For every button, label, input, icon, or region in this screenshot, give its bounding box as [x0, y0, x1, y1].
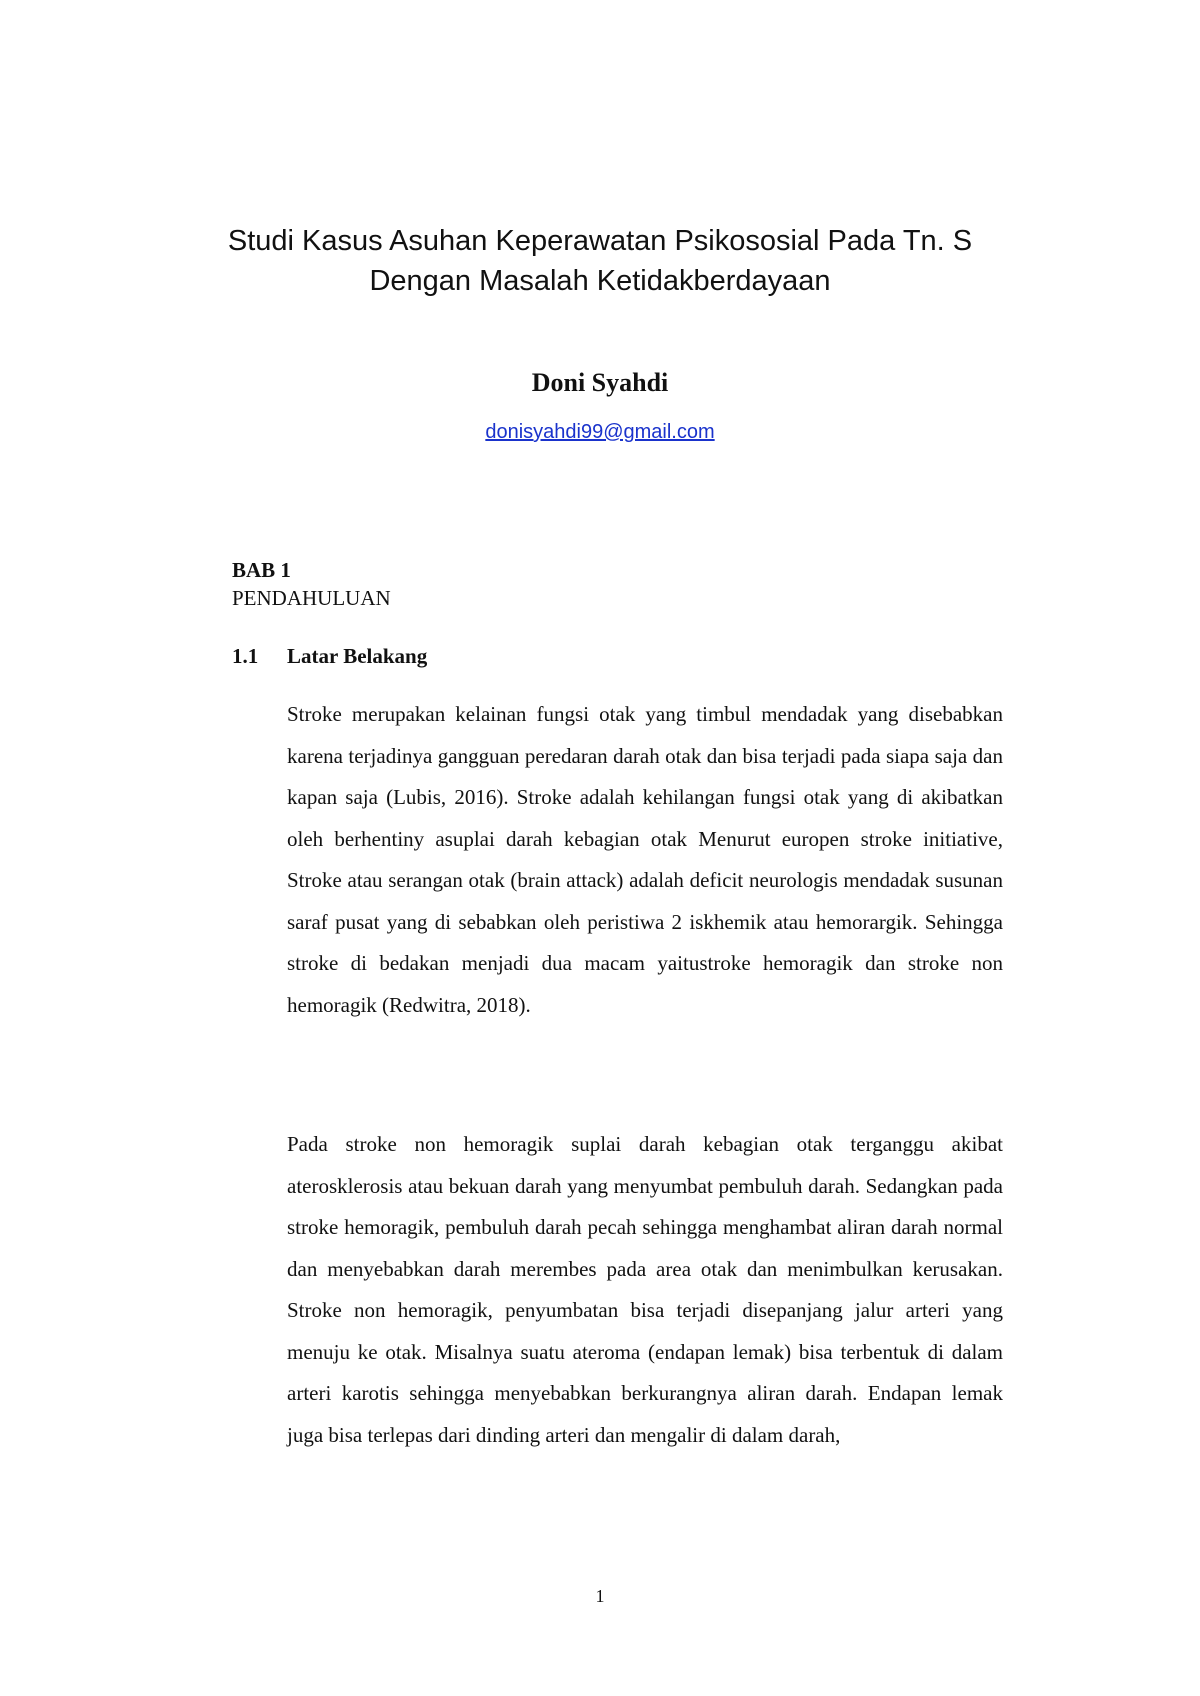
page-number: 1 — [595, 1586, 605, 1606]
section-title: Latar Belakang — [287, 644, 428, 668]
section-number: 1.1 — [232, 644, 259, 668]
paragraph-1: Stroke merupakan kelainan fungsi otak yang timbul mendadak yang disebabkan karena terjadinya gangguan peredaran darah otak dan bisa terjadi pada siapa saja dan kapan saja (Lubis, 2016). Stroke adalah kehilangan fungsi otak yang di akibatkan oleh berhentiny asuplai darah kebagian otak Menurut europen stroke initiative, Stroke atau serangan otak (brain attack) adalah deficit neurologis mendadak susunan saraf pusat yang di sebabkan oleh peristiwa 2 iskhemik atau hemorargik. Sehingga stroke di bedakan menjadi dua macam yaitustroke hemoragik dan stroke non hemoragik (Redwitra, 2018). — [287, 702, 1003, 1017]
author-email-link[interactable]: donisyahdi99@gmail.com — [485, 421, 715, 443]
document-title-line-2: Dengan Masalah Ketidakberdayaan — [369, 265, 831, 297]
chapter-title: PENDAHULUAN — [232, 586, 391, 610]
document-title-line-1: Studi Kasus Asuhan Keperawatan Psikososial Pada Tn. S — [227, 225, 973, 257]
author-name: Doni Syahdi — [531, 368, 669, 397]
paragraph-2: Pada stroke non hemoragik suplai darah kebagian otak terganggu akibat aterosklerosis atau bekuan darah yang menyumbat pembuluh darah. Sedangkan pada stroke hemoragik, pembuluh darah pecah sehingga menghambat aliran darah normal dan menyebabkan darah merembes pada area otak dan menimbulkan kerusakan. Stroke non hemoragik, penyumbatan bisa terjadi disepanjang jalur arteri yang menuju ke otak. Misalnya suatu ateroma (endapan lemak) bisa terbentuk di dalam arteri karotis sehingga menyebabkan berkurangnya aliran darah. Endapan lemak juga bisa terlepas dari dinding arteri dan mengalir di dalam darah, — [287, 1132, 1003, 1447]
chapter-label: BAB 1 — [232, 558, 291, 582]
